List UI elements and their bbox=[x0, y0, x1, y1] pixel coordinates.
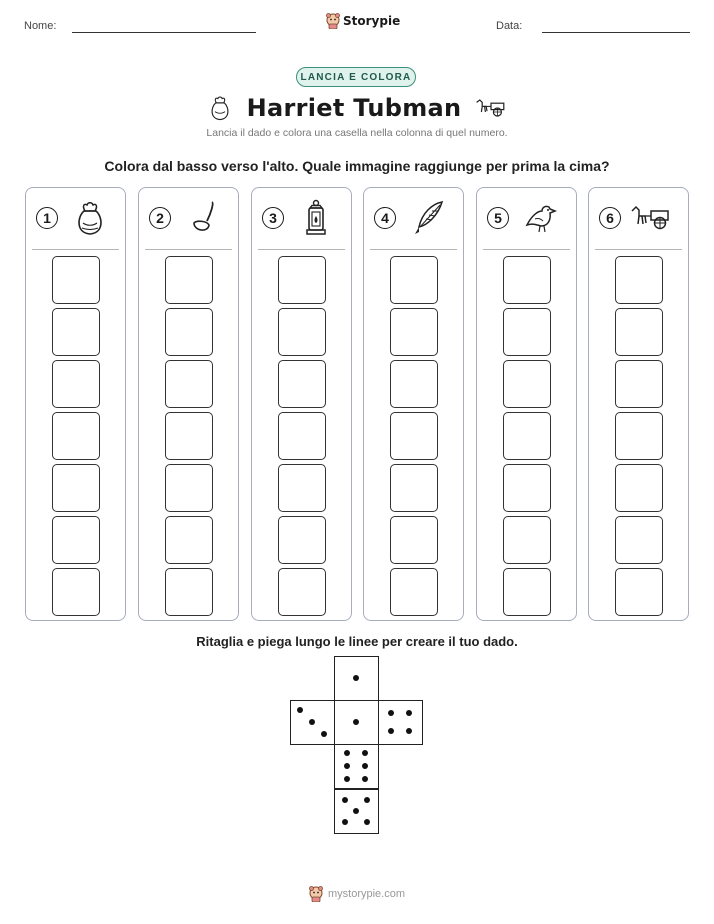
coloring-cell[interactable] bbox=[278, 412, 326, 460]
coloring-cell[interactable] bbox=[278, 256, 326, 304]
coloring-cell[interactable] bbox=[615, 516, 663, 564]
coloring-cell[interactable] bbox=[503, 568, 551, 616]
activity-badge: LANCIA E COLORA bbox=[296, 67, 416, 87]
column-number: 1 bbox=[36, 207, 58, 229]
dice-pip bbox=[344, 776, 350, 782]
coloring-cell[interactable] bbox=[278, 360, 326, 408]
coloring-cell[interactable] bbox=[390, 360, 438, 408]
dice-pip bbox=[364, 819, 370, 825]
coloring-cell[interactable] bbox=[503, 256, 551, 304]
dice-pip bbox=[309, 719, 315, 725]
coloring-cell[interactable] bbox=[615, 464, 663, 512]
coloring-cell[interactable] bbox=[278, 516, 326, 564]
instruction-text: Colora dal basso verso l'alto. Quale immagine raggiunge per prima la cima? bbox=[104, 158, 610, 174]
dice-pip bbox=[353, 719, 359, 725]
dice-face-top bbox=[334, 656, 379, 701]
column-cells bbox=[52, 256, 100, 620]
coloring-cell[interactable] bbox=[615, 360, 663, 408]
cut-instruction: Ritaglia e piega lungo le linee per creare il tuo dado. bbox=[196, 634, 518, 649]
page-title: Harriet Tubman bbox=[246, 94, 462, 122]
column-divider bbox=[258, 249, 345, 250]
column-cells bbox=[278, 256, 326, 620]
bird-icon bbox=[523, 199, 559, 237]
dice-pip bbox=[406, 728, 412, 734]
coloring-cell[interactable] bbox=[503, 516, 551, 564]
coloring-cell[interactable] bbox=[390, 568, 438, 616]
coloring-cell[interactable] bbox=[278, 568, 326, 616]
dice-pip bbox=[342, 819, 348, 825]
dice-pip bbox=[362, 750, 368, 756]
coloring-cell[interactable] bbox=[615, 412, 663, 460]
footer bbox=[0, 884, 714, 904]
ladle-icon bbox=[185, 199, 221, 237]
subtitle: Lancia il dado e colora una casella nella colonna di quel numero. bbox=[206, 127, 508, 139]
column-number: 6 bbox=[599, 207, 621, 229]
dice-pip bbox=[321, 731, 327, 737]
dice-face-bottom bbox=[334, 789, 379, 834]
column-divider bbox=[370, 249, 457, 250]
column-2 bbox=[138, 187, 239, 621]
coloring-cell[interactable] bbox=[615, 308, 663, 356]
dice-pip bbox=[364, 797, 370, 803]
storypie-mascot-icon bbox=[326, 13, 340, 29]
title-row bbox=[0, 92, 714, 124]
coloring-cell[interactable] bbox=[165, 568, 213, 616]
dice-pip bbox=[388, 710, 394, 716]
footer-url[interactable]: mystorypie.com bbox=[327, 888, 406, 900]
coloring-cell[interactable] bbox=[52, 360, 100, 408]
coloring-cell[interactable] bbox=[165, 464, 213, 512]
coloring-cell[interactable] bbox=[52, 568, 100, 616]
dice-pip bbox=[362, 776, 368, 782]
column-5 bbox=[476, 187, 577, 621]
quill-icon bbox=[410, 199, 446, 237]
coloring-cell[interactable] bbox=[165, 308, 213, 356]
money-bag-title-icon bbox=[207, 94, 233, 122]
name-line[interactable] bbox=[72, 32, 256, 33]
dice-pip bbox=[344, 763, 350, 769]
dice-face-left bbox=[290, 700, 335, 745]
coloring-cell[interactable] bbox=[278, 308, 326, 356]
coloring-cell[interactable] bbox=[278, 464, 326, 512]
coloring-cell[interactable] bbox=[165, 516, 213, 564]
dice-pip bbox=[353, 675, 359, 681]
dice-pip bbox=[406, 710, 412, 716]
column-1 bbox=[25, 187, 126, 621]
lantern-icon bbox=[298, 199, 334, 237]
column-cells bbox=[165, 256, 213, 620]
dice-pip bbox=[297, 707, 303, 713]
coloring-cell[interactable] bbox=[390, 516, 438, 564]
column-number: 2 bbox=[149, 207, 171, 229]
coloring-cell[interactable] bbox=[52, 256, 100, 304]
column-divider bbox=[145, 249, 232, 250]
date-label: Data: bbox=[496, 20, 523, 32]
column-6 bbox=[588, 187, 689, 621]
column-cells bbox=[503, 256, 551, 620]
coloring-cell[interactable] bbox=[503, 412, 551, 460]
column-number: 4 bbox=[374, 207, 396, 229]
horse-cart-icon bbox=[631, 199, 671, 237]
coloring-cell[interactable] bbox=[390, 256, 438, 304]
coloring-cell[interactable] bbox=[52, 308, 100, 356]
dice-pip bbox=[362, 763, 368, 769]
column-cells bbox=[615, 256, 663, 620]
column-divider bbox=[32, 249, 119, 250]
column-4 bbox=[363, 187, 464, 621]
coloring-cell[interactable] bbox=[503, 360, 551, 408]
column-3 bbox=[251, 187, 352, 621]
coloring-cell[interactable] bbox=[52, 412, 100, 460]
coloring-cell[interactable] bbox=[390, 464, 438, 512]
horse-cart-title-icon bbox=[475, 97, 507, 119]
coloring-cell[interactable] bbox=[165, 360, 213, 408]
dice-face-center bbox=[334, 700, 379, 745]
coloring-cell[interactable] bbox=[390, 412, 438, 460]
logo-text: Storypie bbox=[343, 14, 401, 28]
coloring-cell[interactable] bbox=[52, 516, 100, 564]
column-divider bbox=[595, 249, 682, 250]
column-divider bbox=[483, 249, 570, 250]
date-line[interactable] bbox=[542, 32, 690, 33]
storypie-logo bbox=[326, 13, 400, 29]
money-bag-icon bbox=[72, 199, 108, 237]
dice-face-lower bbox=[334, 744, 379, 789]
storypie-mascot-icon bbox=[309, 886, 323, 902]
coloring-cell[interactable] bbox=[165, 412, 213, 460]
coloring-cell[interactable] bbox=[615, 256, 663, 304]
coloring-cell[interactable] bbox=[165, 256, 213, 304]
coloring-cell[interactable] bbox=[503, 308, 551, 356]
dice-pip bbox=[344, 750, 350, 756]
dice-pip bbox=[353, 808, 359, 814]
name-label: Nome: bbox=[24, 20, 57, 32]
dice-face-right bbox=[378, 700, 423, 745]
dice-pip bbox=[388, 728, 394, 734]
coloring-cell[interactable] bbox=[390, 308, 438, 356]
column-number: 3 bbox=[262, 207, 284, 229]
coloring-cell[interactable] bbox=[503, 464, 551, 512]
column-cells bbox=[390, 256, 438, 620]
coloring-cell[interactable] bbox=[615, 568, 663, 616]
coloring-cell[interactable] bbox=[52, 464, 100, 512]
dice-pip bbox=[342, 797, 348, 803]
column-number: 5 bbox=[487, 207, 509, 229]
